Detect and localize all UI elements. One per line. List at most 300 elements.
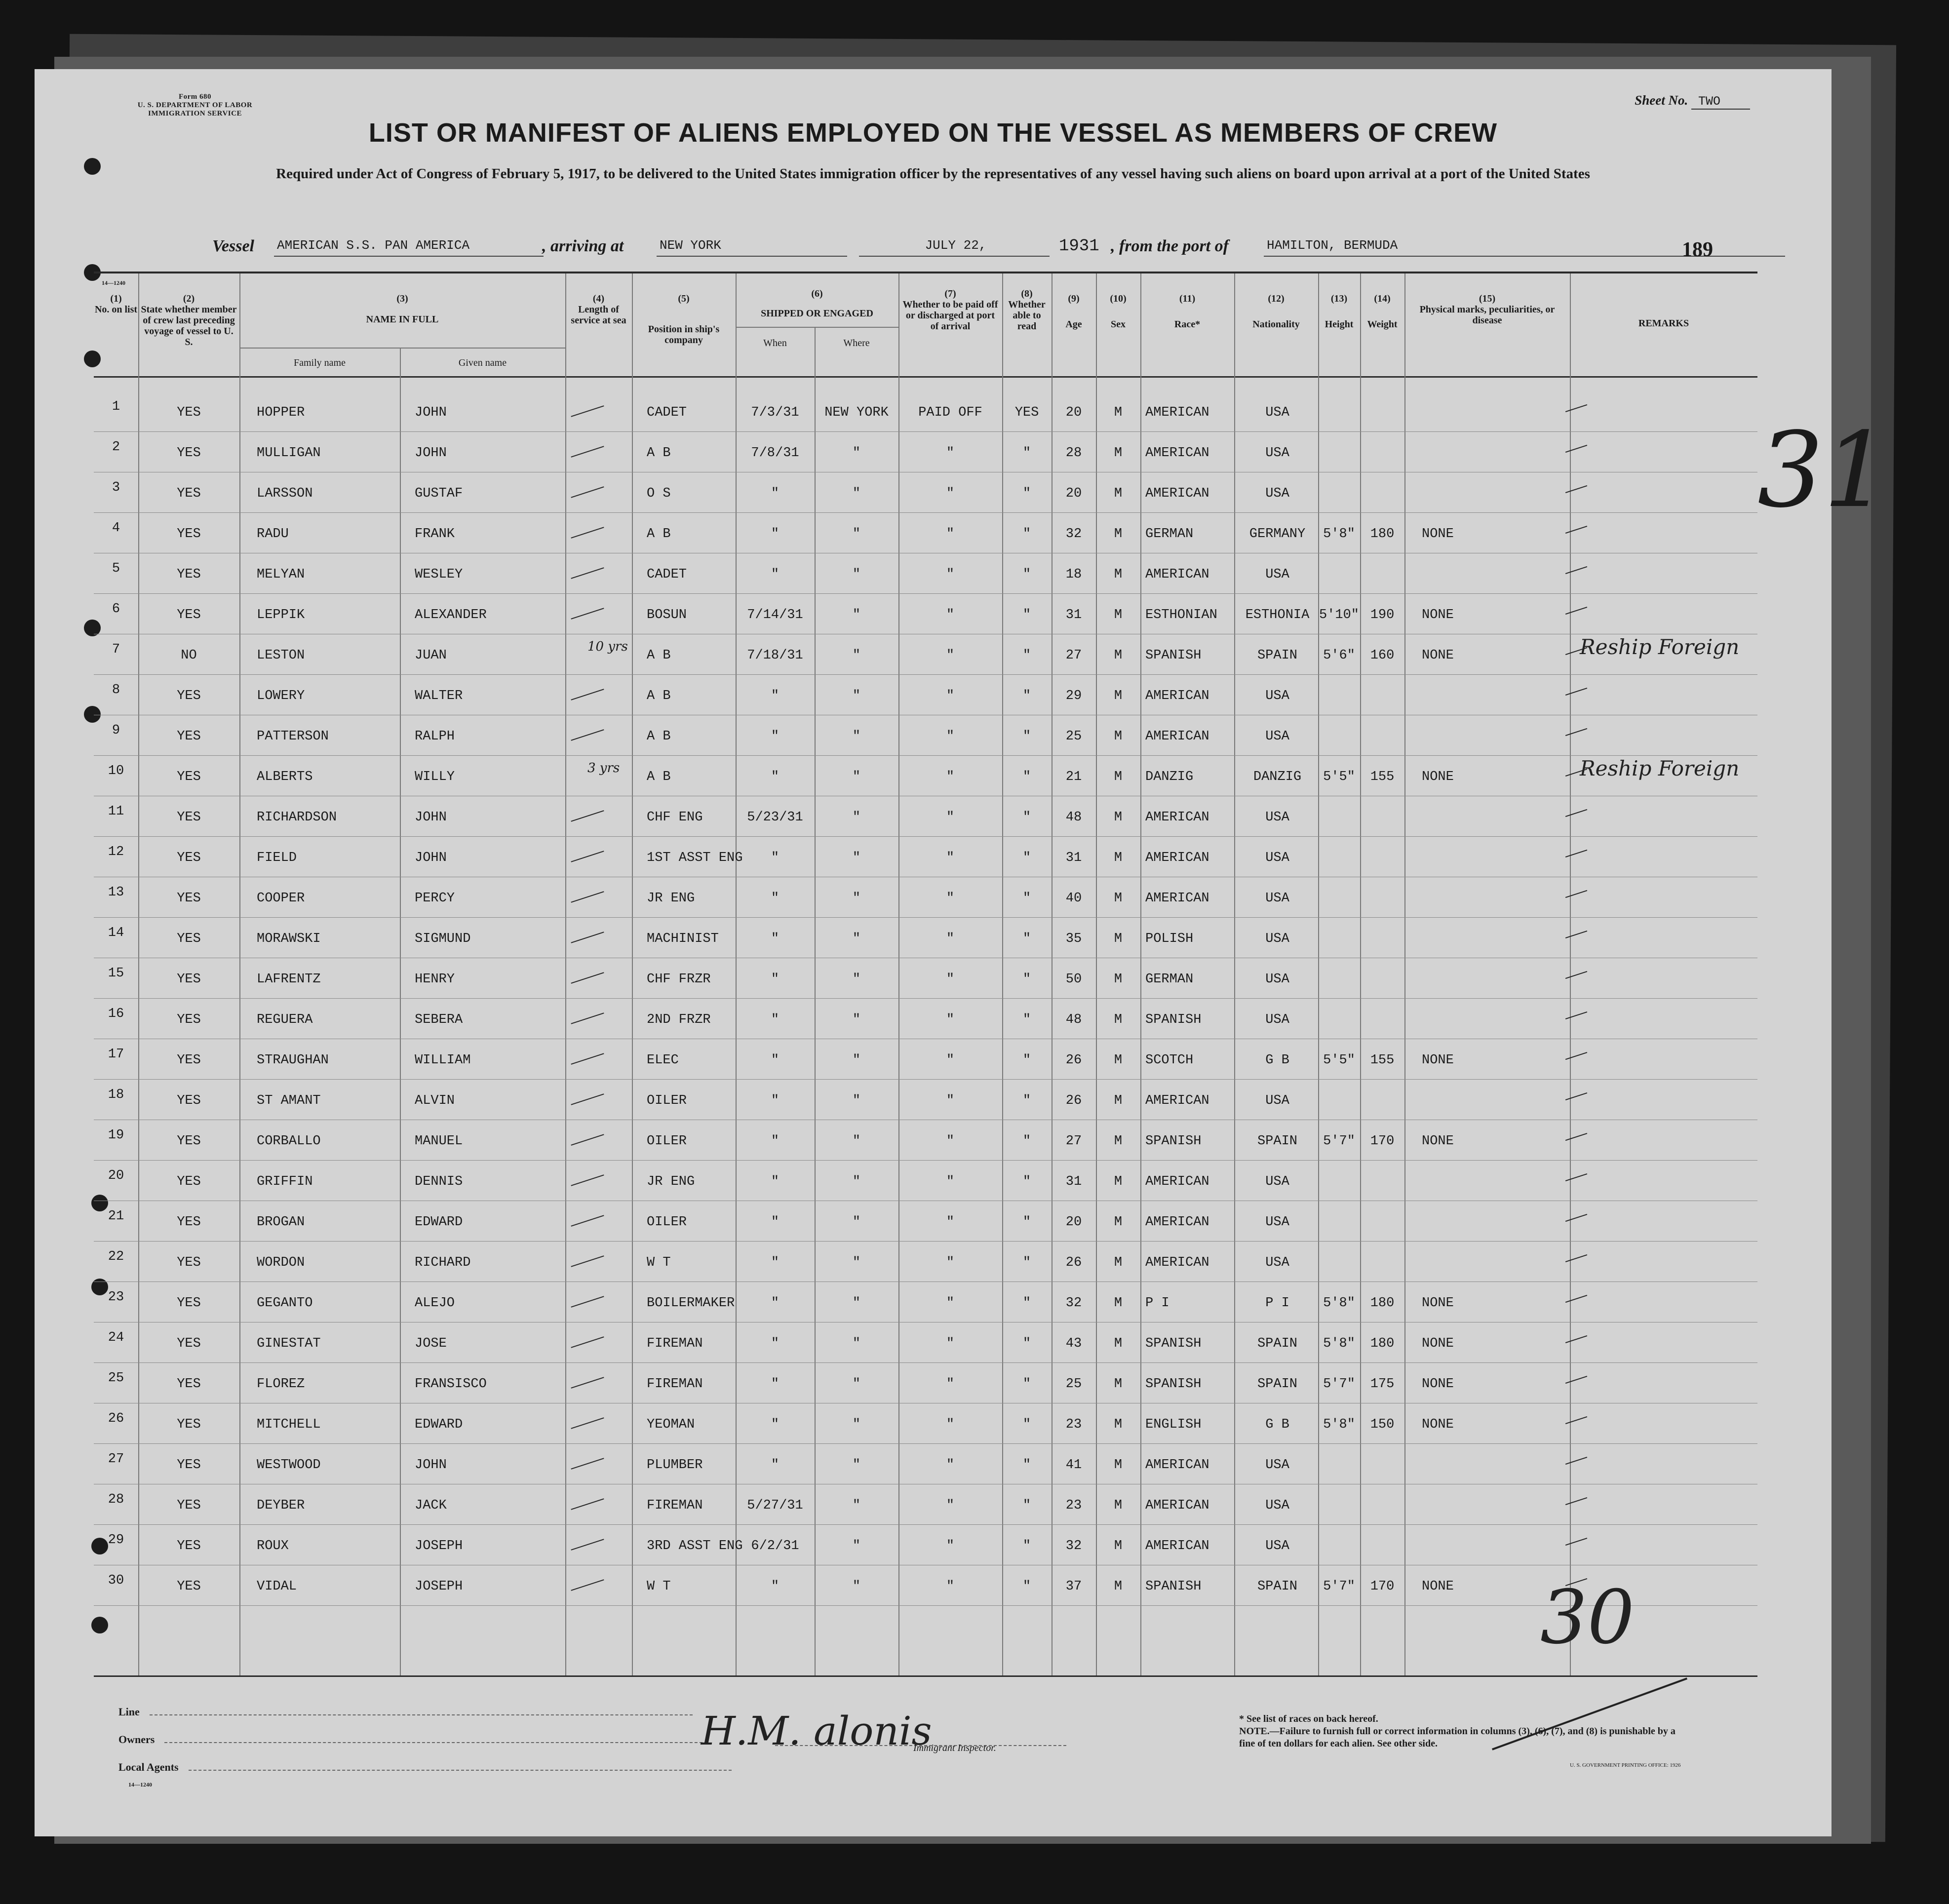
cell-height: 5'8" (1323, 527, 1355, 542)
cell-weight: 170 (1370, 1579, 1395, 1594)
cell-read: " (1022, 972, 1031, 987)
cell-position: A B (647, 689, 671, 703)
cell-sex: M (1114, 567, 1123, 582)
cell-weight: 190 (1370, 608, 1395, 622)
cell-nationality: USA (1265, 851, 1289, 865)
cell-sex: M (1114, 932, 1123, 946)
cell-paid: " (946, 689, 955, 703)
row-rule (94, 1443, 1757, 1444)
cell-position: YEOMAN (647, 1417, 695, 1432)
cell-age: 43 (1065, 1336, 1082, 1351)
cell-where: " (852, 567, 861, 582)
cell-read: " (1022, 1539, 1031, 1554)
cell-where: " (852, 932, 861, 946)
cell-prev: YES (177, 1539, 201, 1554)
cell-family: GEGANTO (257, 1296, 313, 1311)
printer-imprint: U. S. GOVERNMENT PRINTING OFFICE: 1926 (1570, 1762, 1681, 1768)
cell-prev: YES (177, 932, 201, 946)
cell-read: " (1022, 851, 1031, 865)
cell-no: 1 (112, 399, 120, 414)
cell-height: 5'5" (1323, 770, 1355, 784)
cell-sex: M (1114, 608, 1123, 622)
physical-check-mark (1565, 1457, 1587, 1465)
cell-read: " (1022, 527, 1031, 542)
cell-race: AMERICAN (1145, 405, 1209, 420)
table-row (94, 1049, 1757, 1089)
cell-position: BOILERMAKER (647, 1296, 735, 1311)
cell-where: " (852, 527, 861, 542)
table-row (94, 1573, 1757, 1615)
cell-read: " (1022, 446, 1031, 461)
cell-weight: 180 (1370, 1296, 1395, 1311)
cell-weight: 150 (1370, 1417, 1395, 1432)
service-tick (571, 567, 604, 579)
physical-check-mark (1565, 404, 1587, 412)
cell-paid: " (946, 1012, 955, 1027)
cell-marks: NONE (1422, 1579, 1454, 1594)
cell-nationality: SPAIN (1257, 1377, 1297, 1392)
cell-sex: M (1114, 1417, 1123, 1432)
cell-age: 25 (1065, 729, 1082, 744)
cell-family: WESTWOOD (257, 1458, 321, 1473)
cell-no: 27 (108, 1452, 124, 1467)
header-rule (94, 376, 1757, 378)
cell-race: DANZIG (1145, 770, 1194, 784)
cell-where: " (852, 608, 861, 622)
service-tick (571, 1053, 604, 1065)
cell-when: " (771, 567, 780, 582)
service-tick (571, 1134, 604, 1146)
cell-where: " (852, 972, 861, 987)
cell-age: 28 (1065, 446, 1082, 461)
cell-prev: NO (181, 648, 197, 663)
year-field: 1931 (1059, 237, 1099, 256)
cell-when: 6/2/31 (751, 1539, 799, 1554)
cell-given: JOHN (415, 851, 447, 865)
cell-where: " (852, 1458, 861, 1473)
service-tick (571, 1458, 604, 1470)
cell-read: " (1022, 1417, 1031, 1432)
cell-weight: 170 (1370, 1134, 1395, 1149)
cell-read: " (1022, 810, 1031, 825)
cell-nationality: USA (1265, 729, 1289, 744)
cell-height: 5'7" (1323, 1579, 1355, 1594)
cell-position: ELEC (647, 1053, 679, 1068)
cell-no: 16 (108, 1007, 124, 1021)
cell-sex: M (1114, 1134, 1123, 1149)
cell-family: RICHARDSON (257, 810, 337, 825)
cell-family: STRAUGHAN (257, 1053, 329, 1068)
cell-nationality: G B (1265, 1053, 1289, 1068)
from-port-label: , from the port of (1111, 237, 1229, 255)
margin-annotation: 31 (1757, 410, 1890, 531)
cell-where: " (852, 1579, 861, 1594)
cell-read: " (1022, 729, 1031, 744)
physical-check-mark (1565, 688, 1587, 696)
cell-where: " (852, 1012, 861, 1027)
cell-where: " (852, 1336, 861, 1351)
cell-race: SPANISH (1145, 1336, 1202, 1351)
where-header: Where (843, 338, 870, 349)
cell-race: P I (1145, 1296, 1169, 1311)
cell-age: 21 (1065, 770, 1082, 784)
physical-check-mark (1565, 1335, 1587, 1343)
physical-check-mark (1565, 1011, 1587, 1019)
cell-nationality: USA (1265, 1012, 1289, 1027)
service-tick (571, 405, 604, 417)
cell-race: AMERICAN (1145, 567, 1209, 582)
agents-field: Local Agents (118, 1753, 732, 1781)
row-rule (94, 917, 1757, 918)
cell-when: " (771, 1053, 780, 1068)
remarks-header: REMARKS (1638, 318, 1689, 329)
cell-race: AMERICAN (1145, 1215, 1209, 1230)
cell-age: 23 (1065, 1417, 1082, 1432)
cell-read: " (1022, 1579, 1031, 1594)
cell-no: 6 (112, 602, 120, 617)
cell-given: JOHN (415, 1458, 447, 1473)
cell-age: 25 (1065, 1377, 1082, 1392)
cell-no: 17 (108, 1047, 124, 1062)
cell-when: " (771, 1579, 780, 1594)
service-tick (571, 1498, 604, 1510)
cell-paid: " (946, 1093, 955, 1108)
physical-check-mark (1565, 1092, 1587, 1100)
physical-check-mark (1565, 1416, 1587, 1424)
service-tick (571, 1093, 604, 1105)
cell-when: 7/3/31 (751, 405, 799, 420)
cell-when: " (771, 770, 780, 784)
cell-paid: " (946, 1255, 955, 1270)
table-row (94, 1292, 1757, 1332)
physical-check-mark (1565, 1538, 1587, 1546)
cell-age: 26 (1065, 1255, 1082, 1270)
cell-nationality: USA (1265, 810, 1289, 825)
cell-when: " (771, 729, 780, 744)
cell-paid: " (946, 1134, 955, 1149)
cell-position: OILER (647, 1215, 687, 1230)
cell-sex: M (1114, 1012, 1123, 1027)
cell-read: " (1022, 1093, 1031, 1108)
row-rule (94, 1079, 1757, 1080)
cell-given: WESLEY (415, 567, 463, 582)
cell-given: RALPH (415, 729, 455, 744)
row-rule (94, 512, 1757, 513)
cell-read: " (1022, 1336, 1031, 1351)
cell-age: 23 (1065, 1498, 1082, 1513)
service-tick (571, 1174, 604, 1186)
table-row (94, 885, 1757, 927)
physical-check-mark (1565, 850, 1587, 857)
row-rule (94, 1241, 1757, 1242)
cell-prev: YES (177, 1053, 201, 1068)
cell-given: JOHN (415, 446, 447, 461)
physical-check-mark (1565, 566, 1587, 574)
cell-marks: NONE (1422, 1377, 1454, 1392)
row-rule (94, 431, 1757, 432)
service-tick (571, 608, 604, 620)
cell-nationality: ESTHONIA (1245, 608, 1310, 622)
cell-read: " (1022, 1498, 1031, 1513)
cell-no: 5 (112, 561, 120, 576)
service-tick (571, 851, 604, 862)
col4-header: (4) Length of service at sea (571, 293, 626, 326)
cell-read: " (1022, 932, 1031, 946)
cell-family: MITCHELL (257, 1417, 321, 1432)
cell-age: 27 (1065, 648, 1082, 663)
cell-age: 40 (1065, 891, 1082, 906)
cell-paid: " (946, 608, 955, 622)
cell-read: " (1022, 486, 1031, 501)
cell-when: " (771, 891, 780, 906)
cell-position: FIREMAN (647, 1336, 703, 1351)
table-row (94, 1090, 1757, 1129)
col5-header: (5) Position in ship's company (648, 293, 720, 346)
cell-nationality: USA (1265, 446, 1289, 461)
cell-marks: NONE (1422, 1296, 1454, 1311)
cell-prev: YES (177, 1417, 201, 1432)
table-row (94, 1373, 1757, 1413)
cell-where: " (852, 1093, 861, 1108)
table-row (94, 1535, 1757, 1575)
cell-prev: YES (177, 1134, 201, 1149)
table-row (94, 1411, 1757, 1453)
table-row (94, 1130, 1757, 1170)
table-row (94, 480, 1757, 522)
service-tick (571, 1296, 604, 1308)
cell-where: " (852, 1377, 861, 1392)
form-number: Form 680 (178, 93, 212, 101)
cell-family: GINESTAT (257, 1336, 321, 1351)
row-rule (94, 1362, 1757, 1363)
cell-nationality: USA (1265, 972, 1289, 987)
cell-read: " (1022, 891, 1031, 906)
cell-read: " (1022, 1255, 1031, 1270)
cell-paid: " (946, 527, 955, 542)
cell-read: " (1022, 770, 1031, 784)
cell-age: 26 (1065, 1093, 1082, 1108)
arriving-label: , arriving at (542, 237, 624, 255)
cell-family: VIDAL (257, 1579, 297, 1594)
table-row (94, 1249, 1757, 1291)
physical-check-mark (1565, 1497, 1587, 1505)
cell-prev: YES (177, 972, 201, 987)
cell-paid: " (946, 446, 955, 461)
cell-where: " (852, 1174, 861, 1189)
cell-where: " (852, 891, 861, 906)
page-subtitle: Required under Act of Congress of February 5, 1917, to be delivered to the United States immigration officer by the representatives of any vessel having such aliens on board upon arrival at a port of the United States (276, 166, 1590, 182)
cell-given: HENRY (415, 972, 455, 987)
cell-position: A B (647, 446, 671, 461)
service-tick (571, 1336, 604, 1348)
cell-given: JOHN (415, 405, 447, 420)
cell-paid: " (946, 1053, 955, 1068)
cell-given: WILLY (415, 770, 455, 784)
cell-given: JOHN (415, 810, 447, 825)
cell-nationality: DANZIG (1253, 770, 1302, 784)
cell-sex: M (1114, 891, 1123, 906)
cell-given: WILLIAM (415, 1053, 471, 1068)
cell-race: GERMAN (1145, 972, 1194, 987)
cell-family: MULLIGAN (257, 446, 321, 461)
cell-read: " (1022, 648, 1031, 663)
cell-weight: 155 (1370, 1053, 1395, 1068)
cell-prev: YES (177, 446, 201, 461)
cell-family: MORAWSKI (257, 932, 321, 946)
cell-paid: " (946, 1579, 955, 1594)
cell-position: A B (647, 527, 671, 542)
cell-prev: YES (177, 1093, 201, 1108)
physical-check-mark (1565, 1254, 1587, 1262)
cell-family: BROGAN (257, 1215, 305, 1230)
cell-service: 3 yrs (587, 761, 620, 776)
cell-family: RADU (257, 527, 289, 542)
cell-height: 5'8" (1323, 1296, 1355, 1311)
cell-when: " (771, 1174, 780, 1189)
cell-when: " (771, 932, 780, 946)
col6-header: (6) SHIPPED OR ENGAGED (761, 288, 873, 319)
row-rule (94, 998, 1757, 999)
cell-where: " (852, 1417, 861, 1432)
cell-given: ALEJO (415, 1296, 455, 1311)
cell-paid: " (946, 1336, 955, 1351)
cell-nationality: USA (1265, 405, 1289, 420)
physical-check-mark (1565, 931, 1587, 938)
cell-position: JR ENG (647, 891, 695, 906)
cell-position: 1ST ASST ENG (647, 851, 743, 865)
physical-check-mark (1565, 971, 1587, 979)
cell-paid: " (946, 1539, 955, 1554)
cell-paid: " (946, 1377, 955, 1392)
physical-check-mark (1565, 728, 1587, 736)
cell-race: SCOTCH (1145, 1053, 1194, 1068)
cell-paid: " (946, 810, 955, 825)
cell-paid: " (946, 891, 955, 906)
cell-no: 30 (108, 1573, 124, 1588)
cell-prev: YES (177, 1012, 201, 1027)
cell-paid: " (946, 1458, 955, 1473)
cell-prev: YES (177, 729, 201, 744)
table-row (94, 561, 1757, 603)
service-tick (571, 1539, 604, 1551)
manifest-table (94, 272, 1757, 1677)
cell-race: AMERICAN (1145, 891, 1209, 906)
cell-when: 7/14/31 (747, 608, 803, 622)
cell-sex: M (1114, 527, 1123, 542)
cell-position: A B (647, 648, 671, 663)
cell-paid: PAID OFF (918, 405, 982, 420)
service-tick (571, 527, 604, 539)
cell-race: ESTHONIAN (1145, 608, 1217, 622)
cell-nationality: GERMANY (1249, 527, 1306, 542)
cell-no: 18 (108, 1088, 124, 1102)
physical-check-mark (1565, 445, 1587, 453)
form-identifier (114, 93, 276, 118)
cell-given: WALTER (415, 689, 463, 703)
cell-given: EDWARD (415, 1215, 463, 1230)
col14-header: (14) Weight (1367, 293, 1398, 330)
total-annotation: 30 (1540, 1575, 1635, 1661)
cell-race: AMERICAN (1145, 1539, 1209, 1554)
department-name: U. S. DEPARTMENT OF LABOR (137, 101, 253, 109)
cell-no: 9 (112, 723, 120, 738)
cell-nationality: USA (1265, 1458, 1289, 1473)
line-field: Line (118, 1698, 732, 1726)
cell-height: 5'8" (1323, 1417, 1355, 1432)
cell-where: " (852, 1215, 861, 1230)
cell-when: 5/23/31 (747, 810, 803, 825)
cell-where: " (852, 1255, 861, 1270)
cell-nationality: USA (1265, 567, 1289, 582)
cell-when: " (771, 1417, 780, 1432)
cell-family: LAFRENTZ (257, 972, 321, 987)
service-tick (571, 729, 604, 741)
service-tick (571, 1215, 604, 1227)
cell-read: " (1022, 1012, 1031, 1027)
physical-check-mark (1565, 1133, 1587, 1141)
cell-family: REGUERA (257, 1012, 313, 1027)
cell-where: " (852, 810, 861, 825)
col2-code: 14—1240 (102, 279, 125, 286)
binder-hole (84, 158, 101, 175)
service-tick (571, 972, 604, 984)
sheet-label: Sheet No. (1635, 93, 1688, 108)
table-row (94, 1492, 1757, 1534)
table-row (94, 966, 1757, 1008)
cell-sex: M (1114, 1579, 1123, 1594)
cell-prev: YES (177, 1255, 201, 1270)
physical-check-mark (1565, 1295, 1587, 1303)
table-row (94, 1454, 1757, 1494)
cell-nationality: USA (1265, 891, 1289, 906)
col13-header: (13) Height (1325, 293, 1354, 330)
cell-family: ALBERTS (257, 770, 313, 784)
penalty-note: NOTE.—Failure to furnish full or correct information in columns (3), (6), (7), and (8) is punishable by a fine of ten dollars for each alien. See other side. (1239, 1726, 1676, 1749)
cell-when: " (771, 1215, 780, 1230)
service-tick (571, 1255, 604, 1267)
col15-header: (15) Physical marks, peculiarities, or disease (1419, 293, 1555, 326)
cell-race: SPANISH (1145, 1134, 1202, 1149)
cell-age: 31 (1065, 1174, 1082, 1189)
cell-nationality: USA (1265, 932, 1289, 946)
cell-family: GRIFFIN (257, 1174, 313, 1189)
remark-handwriting: Reship Foreign (1580, 756, 1740, 780)
col3-header: (3) NAME IN FULL (366, 293, 439, 325)
cell-read: " (1022, 1458, 1031, 1473)
col10-header: (10) Sex (1110, 293, 1127, 330)
row-rule (94, 836, 1757, 837)
cell-marks: NONE (1422, 648, 1454, 663)
cell-when: " (771, 527, 780, 542)
cell-sex: M (1114, 1336, 1123, 1351)
cell-sex: M (1114, 1053, 1123, 1068)
cell-weight: 180 (1370, 527, 1395, 542)
cell-marks: NONE (1422, 1417, 1454, 1432)
arriving-field: NEW YORK (657, 238, 847, 257)
cell-age: 48 (1065, 810, 1082, 825)
cell-paid: " (946, 1417, 955, 1432)
vessel-line (212, 237, 1750, 259)
cell-read: " (1022, 1296, 1031, 1311)
cell-prev: YES (177, 405, 201, 420)
inspector-label: Immigrant Inspector. (913, 1743, 996, 1753)
cell-no: 15 (108, 966, 124, 981)
cell-sex: M (1114, 1377, 1123, 1392)
cell-marks: NONE (1422, 1336, 1454, 1351)
cell-no: 20 (108, 1168, 124, 1183)
service-tick (571, 486, 604, 498)
service-tick (571, 1417, 604, 1429)
